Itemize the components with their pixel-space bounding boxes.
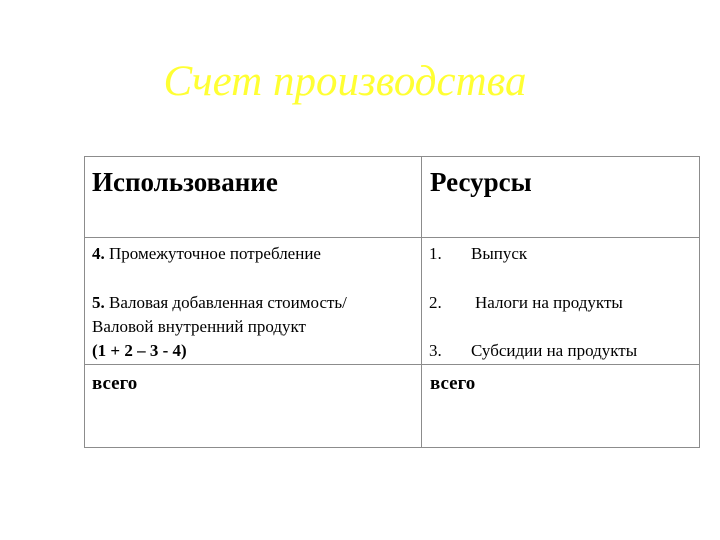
header-resources: Ресурсы — [430, 167, 532, 197]
uses-item-number: 4. — [92, 244, 105, 263]
slide-title: Счет производства — [163, 58, 527, 105]
uses-item-intermediate-consumption — [92, 242, 321, 266]
header-uses: Использование — [92, 167, 278, 197]
resources-item-number: 3. — [429, 341, 442, 360]
uses-item-label-line-1: Валовая добавленная стоимость/ — [109, 293, 347, 312]
totals-row-divider — [85, 364, 699, 365]
resources-item-number: 1. — [429, 244, 442, 263]
resources-item-subsidies: Субсидии на продукты — [471, 341, 638, 360]
resources-item-number: 2. — [429, 293, 442, 312]
uses-item-label-line-2: Валовой внутренний продукт — [92, 317, 306, 336]
uses-item-number: 5. — [92, 293, 105, 312]
resources-item-taxes: Налоги на продукты — [475, 293, 623, 312]
column-divider — [421, 157, 422, 447]
header-row-divider — [85, 237, 699, 238]
resources-total-label: всего — [430, 373, 476, 394]
uses-total-label: всего — [92, 373, 138, 394]
uses-item-label: Промежуточное потребление — [109, 244, 321, 263]
production-account-table — [84, 156, 700, 448]
uses-item-gross-value-added — [92, 291, 347, 363]
uses-item-formula: (1 + 2 – 3 - 4) — [92, 341, 187, 360]
resources-item-output: Выпуск — [471, 244, 528, 263]
